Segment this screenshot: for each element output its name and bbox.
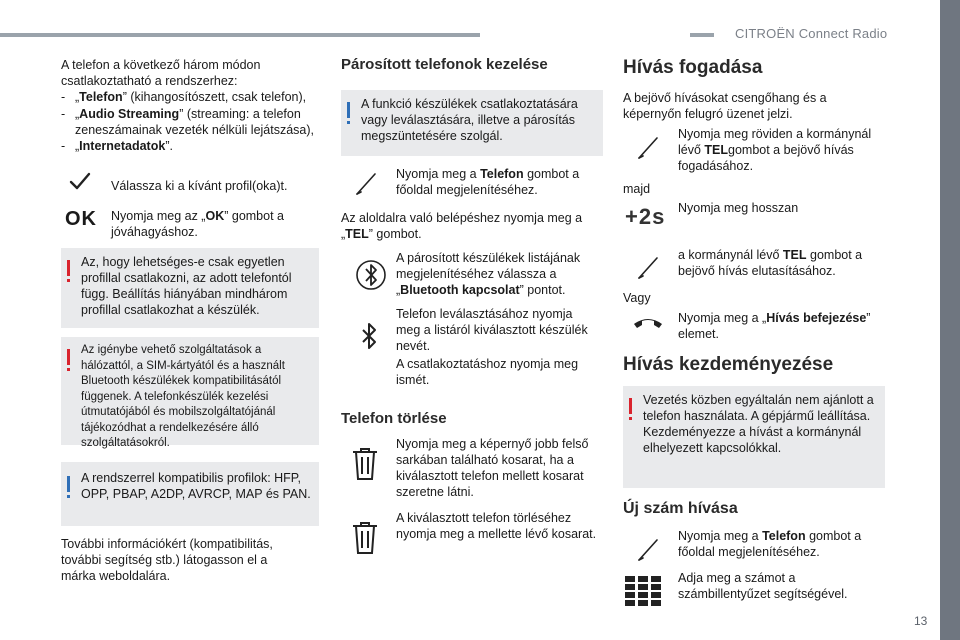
sub-page-text: Az aloldalra való belépéshez nyomja meg a „TEL” gombot. bbox=[341, 211, 583, 241]
pen-icon bbox=[635, 536, 663, 564]
hold-2s-icon: +2s bbox=[625, 204, 666, 229]
section-title: Párosított telefonok kezelése bbox=[341, 56, 548, 73]
or-text: Vagy bbox=[623, 291, 651, 305]
bt-list-text: A párosított készülékek listájának megjelenítéséhez válassza a „Bluetooth kapcsolat” pontot. bbox=[396, 251, 581, 297]
delete2-text: A kiválasztott telefon törléséhez nyomja meg a mellette lévő kosarat. bbox=[396, 511, 597, 541]
pen-icon bbox=[635, 134, 663, 162]
trash-icon bbox=[351, 520, 379, 556]
side-strip bbox=[940, 0, 960, 640]
ok-icon: OK bbox=[65, 208, 97, 230]
list-item: - „Audio Streaming” (streaming: a telefon zeneszámainak vezeték nélküli lejátszása), bbox=[61, 107, 315, 137]
delete1-text: Nyomja meg a képernyő jobb felső sarkában található kosarat, ha a kiválasztott telefon mellett kosarat szeretne látni. bbox=[396, 437, 589, 499]
bluetooth-icon bbox=[355, 255, 387, 295]
info-icon bbox=[67, 476, 70, 492]
section-title: Hívás fogadása bbox=[623, 57, 763, 78]
reject-text: a kormánynál lévő TEL gombot a bejövő hívás elutasításához. bbox=[678, 248, 863, 278]
disconnect-text: Telefon leválasztásához nyomja meg a listáról kiválasztott készülék nevét. bbox=[396, 307, 588, 353]
section-title: Hívás kezdeményezése bbox=[623, 354, 834, 375]
then-text: majd bbox=[623, 182, 651, 196]
warning-icon bbox=[67, 349, 70, 365]
receive-intro-text: A bejövő hívásokat csengőhang és a képernyőn felugró üzenet jelzi. bbox=[623, 91, 827, 121]
warning-icon bbox=[67, 260, 70, 276]
page-number: 13 bbox=[914, 614, 928, 628]
info-box bbox=[341, 90, 603, 156]
header-rule-right bbox=[690, 33, 714, 37]
section-title: Telefon törlése bbox=[341, 410, 447, 427]
pen-icon bbox=[635, 254, 663, 282]
more-info-text: További információkért (kompatibilitás, további segítség stb.) látogasson el a márka weboldalára. bbox=[61, 537, 273, 583]
hold-text: Nyomja meg hosszan bbox=[678, 201, 799, 215]
dial-text: Adja meg a számot a számbillentyűzet segítségével. bbox=[678, 571, 848, 601]
pen-icon bbox=[353, 170, 381, 198]
bluetooth-icon bbox=[355, 320, 383, 354]
warning-box bbox=[61, 337, 319, 449]
press-phone-text: Nyomja meg a Telefon gombot a főoldal megjelenítéséhez. bbox=[396, 167, 580, 197]
connect-text: A csatlakoztatáshoz nyomja meg ismét. bbox=[396, 357, 579, 387]
strip-dot: . bbox=[932, 596, 936, 610]
keypad-icon bbox=[625, 576, 661, 606]
info-icon bbox=[347, 102, 350, 118]
header-rule bbox=[0, 33, 480, 37]
accept-text: Nyomja meg röviden a kormánynál lévő TELgombot a bejövő hívás fogadásához. bbox=[678, 127, 872, 173]
new-call-text: Nyomja meg a Telefon gombot a főoldal megjelenítéséhez. bbox=[678, 529, 862, 559]
select-profile-text: Válassza ki a kívánt profil(oka)t. bbox=[111, 179, 288, 193]
warning-text: Vezetés közben egyáltalán nem ajánlott a telefon használata. A gépjármű leállítása. Kezdeményezze a hívást a kormánynál elhelyezett kapcsolókkal. bbox=[643, 393, 874, 455]
info-text: A rendszerrel kompatibilis profilok: HFP, OPP, PBAP, A2DP, AVRCP, MAP és PAN. bbox=[81, 471, 311, 501]
warning-box bbox=[61, 248, 319, 328]
brand-title: CITROËN Connect Radio bbox=[735, 26, 888, 41]
info-text: A funkció készülékek csatlakoztatására vagy leválasztására, illetve a párosítás megszüntetésére szolgál. bbox=[361, 97, 578, 143]
section-title: Új szám hívása bbox=[623, 500, 738, 517]
intro-text: A telefon a következő három módon csatlakoztatható a rendszerhez: bbox=[61, 58, 261, 88]
profile-icon bbox=[67, 168, 93, 194]
info-box bbox=[61, 462, 319, 526]
trash-icon bbox=[351, 446, 379, 482]
end-call-text: Nyomja meg a „Hívás befejezése” elemet. bbox=[678, 311, 871, 341]
warning-icon bbox=[629, 398, 632, 414]
warning-box bbox=[623, 386, 885, 488]
warning-text: Az, hogy lehetséges-e csak egyetlen profillal csatlakozni, az adott telefontól függ. Beállítás hiányában mindhárom profillal csatlakozhat a készülék. bbox=[81, 255, 292, 317]
warning-text: Az igénybe vehető szolgáltatások a hálózattól, a SIM-kártyától és a használt Bluetooth készülékek kompatibilitásától függenek. A telefonkészülék kezelési útmutatójából és mobilszolgáltatójánál tájékozódhat a rendelkezésére álló szolgáltatásokról. bbox=[81, 344, 285, 449]
hang-up-icon bbox=[631, 312, 665, 332]
ok-text: Nyomja meg az „OK” gombot a jóváhagyáshoz. bbox=[111, 209, 284, 239]
